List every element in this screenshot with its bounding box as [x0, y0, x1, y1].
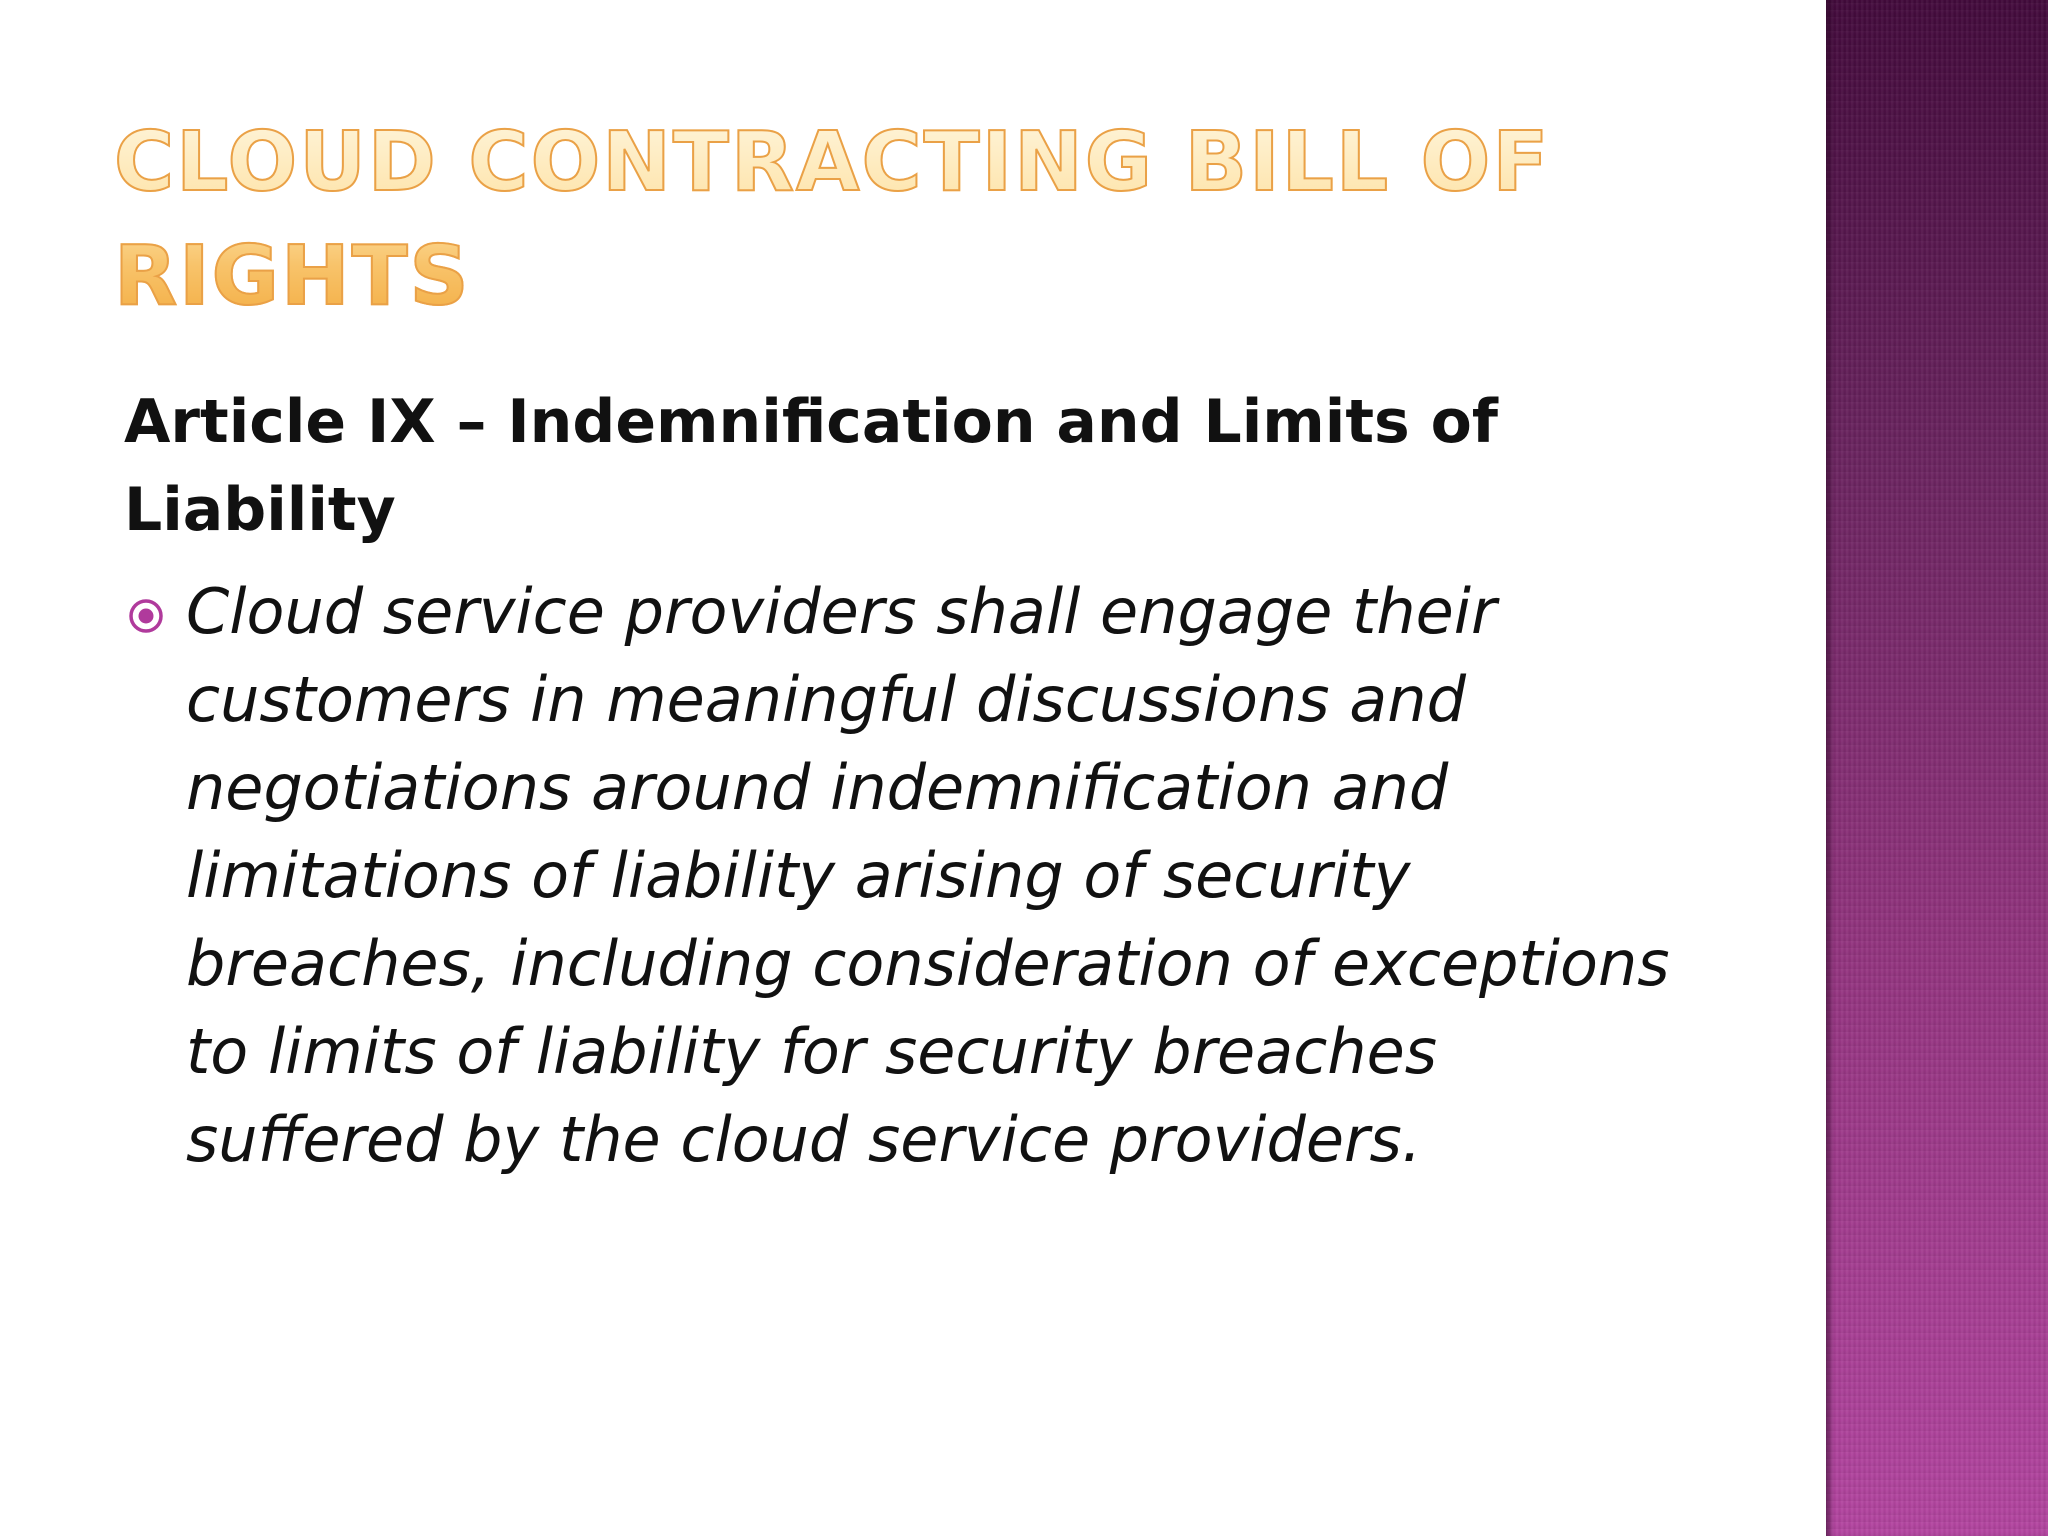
list-item — [124, 568, 1684, 1184]
radio-bullet-icon — [128, 598, 164, 634]
article-heading: Article IX – Indemnification and Limits of Liability — [124, 387, 1498, 545]
bullet-list — [124, 568, 1684, 1184]
bullet-text: Cloud service providers shall engage their customers in meaningful discussions and negotiations around indemnification and limitations of liability arising of security breaches, including consideration of exceptions to limits of liability for security breaches suffered by the cloud service providers. — [186, 575, 1670, 1176]
slide-title: CLOUD CONTRACTING BILL OF RIGHTS — [114, 106, 1554, 334]
decorative-side-band — [1826, 0, 2048, 1536]
